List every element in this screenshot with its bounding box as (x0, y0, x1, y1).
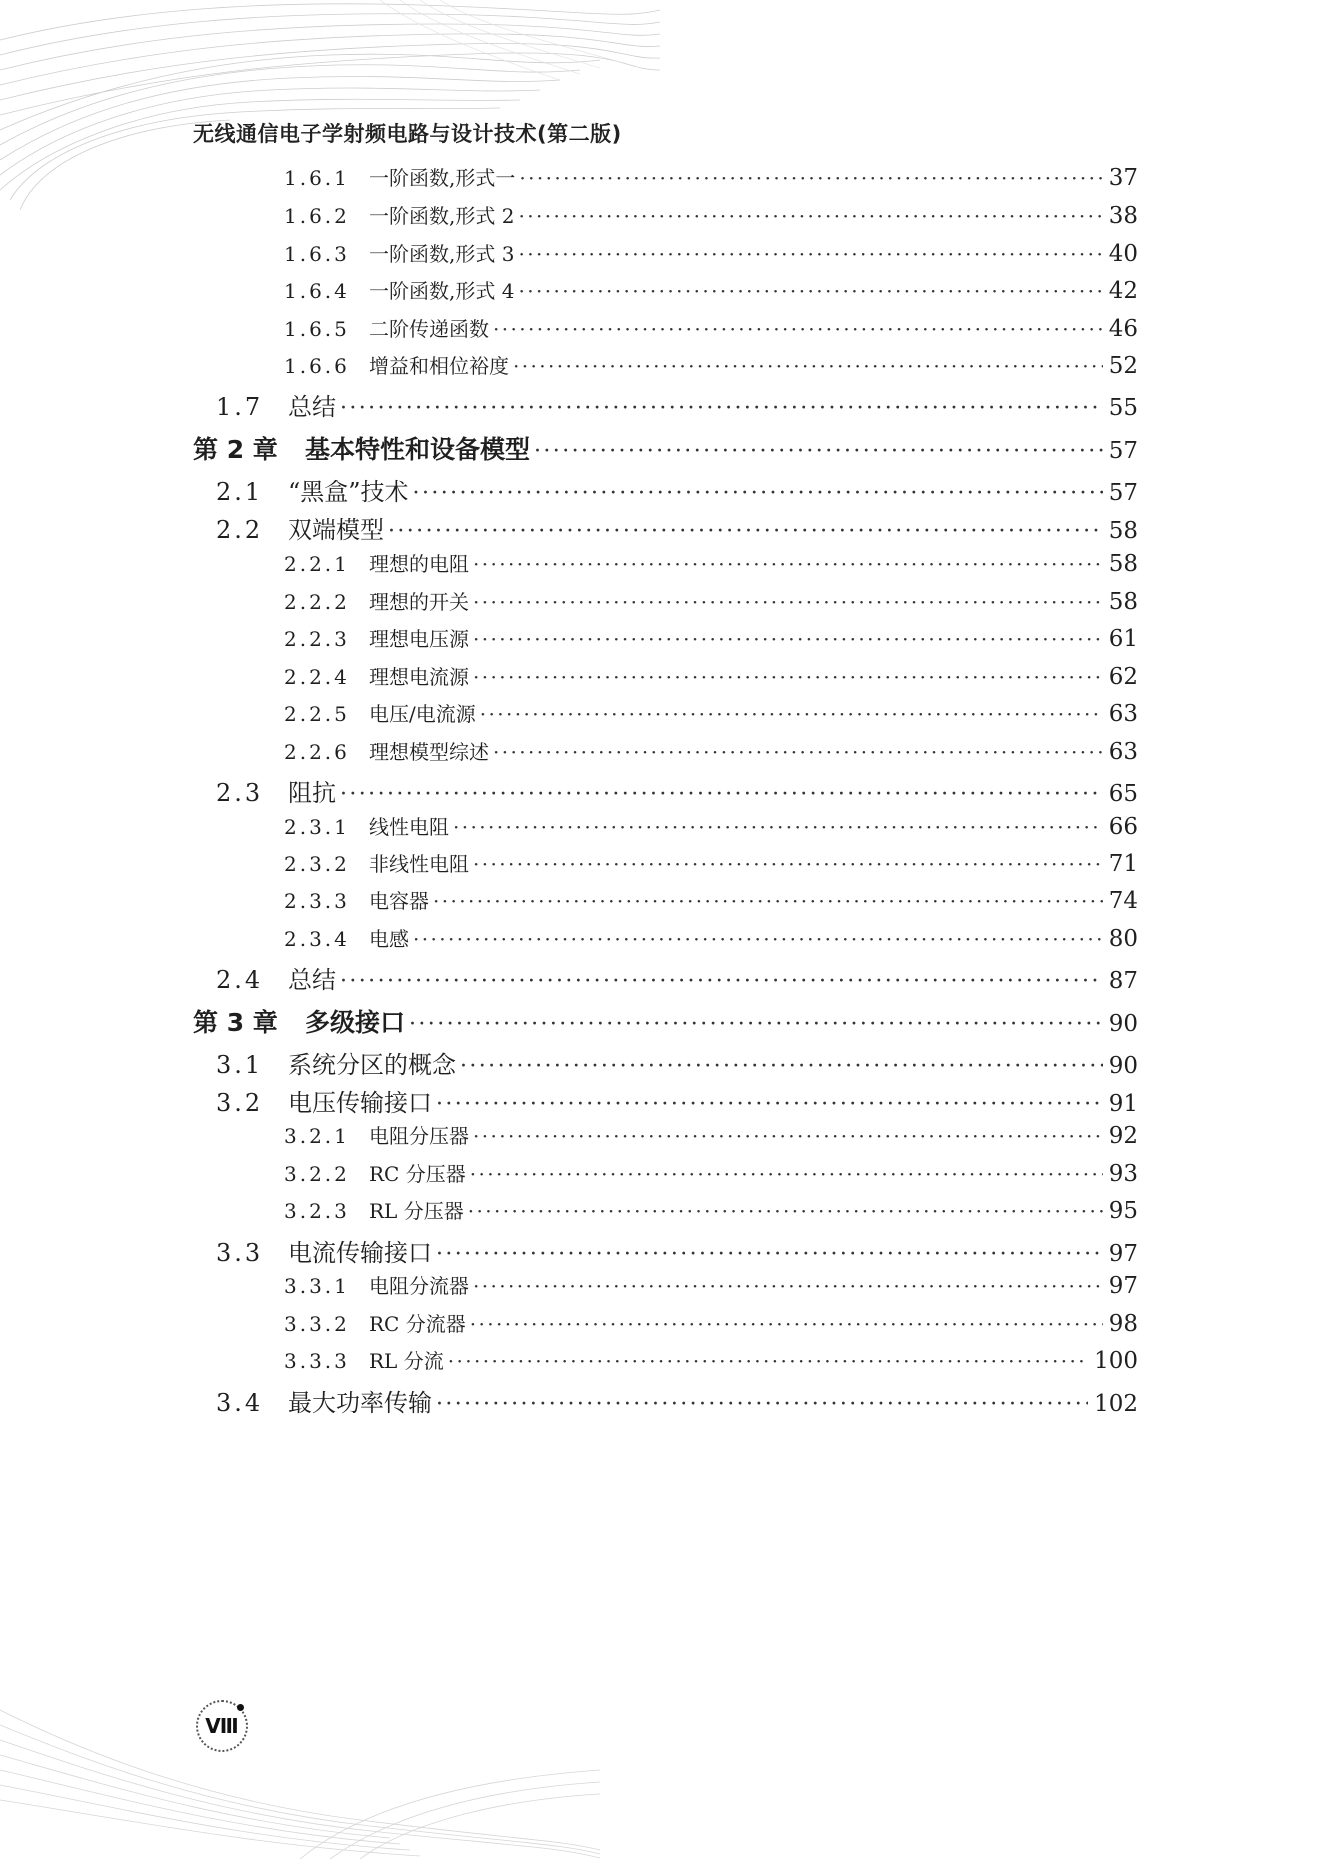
toc-entry-page: 55 (1108, 395, 1138, 421)
toc-entry-number: 1.6.5 (284, 317, 350, 341)
toc-subsection-entry[interactable] (284, 162, 1138, 191)
toc-subsection-entry[interactable] (284, 1120, 1138, 1149)
toc-entry-title: 电流传输接口 (288, 1239, 432, 1267)
toc-section-entry[interactable] (216, 773, 1138, 808)
toc-entry-title: 理想的电阻 (369, 552, 469, 576)
dot-leader (473, 852, 1103, 876)
toc-entry-title: 电感 (369, 927, 409, 951)
toc-entry-page: 57 (1108, 480, 1138, 506)
toc-entry-number: 1.6.4 (284, 279, 350, 303)
dot-leader (513, 354, 1103, 378)
toc-subsection-entry[interactable] (284, 811, 1138, 840)
toc-subsection-entry[interactable] (284, 1308, 1138, 1337)
toc-entry-number: 2.3.1 (284, 815, 350, 839)
toc-entry-title: 增益和相位裕度 (369, 354, 509, 378)
toc-entry-page: 40 (1108, 241, 1138, 267)
toc-section-entry[interactable] (216, 1383, 1138, 1418)
toc-entry-number: 3.3.3 (284, 1349, 350, 1373)
dot-leader (340, 396, 1103, 421)
toc-entry-page: 100 (1094, 1348, 1138, 1374)
toc-subsection-entry[interactable] (284, 885, 1138, 914)
dot-leader (470, 1162, 1103, 1186)
dot-leader (518, 242, 1102, 266)
toc-entry-page: 62 (1108, 664, 1138, 690)
toc-subsection-entry[interactable] (284, 238, 1138, 267)
toc-subsection-entry[interactable] (284, 1270, 1138, 1299)
toc-entry-number: 2.2.1 (284, 552, 350, 576)
toc-entry-page: 80 (1108, 926, 1138, 952)
toc-entry-page: 58 (1108, 518, 1138, 544)
toc-entry-title: 总结 (288, 966, 336, 994)
toc-entry-title: 双端模型 (288, 516, 384, 544)
toc-section-entry[interactable] (216, 510, 1138, 545)
toc-entry-number: 3.3.2 (284, 1312, 350, 1336)
toc-entry-title: 电阻分流器 (369, 1274, 469, 1298)
toc-entry-number: 2.4 (216, 966, 264, 994)
toc-subsection-entry[interactable] (284, 200, 1138, 229)
dot-leader (493, 317, 1103, 341)
toc-entry-number: 2.3.2 (284, 852, 350, 876)
toc-entry-number: 3.4 (216, 1389, 264, 1417)
toc-entry-title: 系统分区的概念 (288, 1051, 456, 1079)
toc-entry-title: 理想电流源 (369, 665, 469, 689)
toc-entry-title: 一阶函数,形式一 (369, 166, 516, 190)
toc-entry-number: 2.3 (216, 779, 264, 807)
toc-section-entry[interactable] (216, 387, 1138, 422)
dot-leader (470, 1312, 1103, 1336)
toc-entry-page: 58 (1108, 551, 1138, 577)
toc-entry-title: 一阶函数,形式 3 (369, 242, 515, 266)
toc-entry-page: 37 (1108, 165, 1138, 191)
dot-leader (519, 166, 1102, 190)
toc-entry-title: 电阻分压器 (369, 1124, 469, 1148)
dot-leader (436, 1092, 1103, 1117)
toc-entry-number: 2.2.6 (284, 740, 350, 764)
toc-entry-title: 线性电阻 (369, 815, 449, 839)
page-number: Ⅷ (205, 1714, 239, 1738)
toc-entry-title: 电容器 (369, 889, 429, 913)
toc-entry-page: 97 (1108, 1273, 1138, 1299)
dot-leader (340, 782, 1103, 807)
toc-subsection-entry[interactable] (284, 736, 1138, 765)
toc-subsection-entry[interactable] (284, 623, 1138, 652)
toc-entry-page: 52 (1108, 353, 1138, 379)
toc-subsection-entry[interactable] (284, 313, 1138, 342)
toc-entry-title: 电压传输接口 (288, 1089, 432, 1117)
toc-entry-title: 理想的开关 (369, 590, 469, 614)
toc-entry-number: 3.2.1 (284, 1124, 350, 1148)
toc-entry-page: 71 (1108, 851, 1138, 877)
toc-entry-page: 63 (1108, 701, 1138, 727)
toc-entry-number: 2.3.4 (284, 927, 350, 951)
toc-entry-number: 2.2 (216, 516, 264, 544)
toc-entry-number: 第 2 章 (193, 435, 278, 464)
toc-entry-number: 3.1 (216, 1051, 264, 1079)
toc-entry-number: 1.6.6 (284, 354, 350, 378)
toc-entry-title: 二阶传递函数 (369, 317, 489, 341)
toc-entry-page: 57 (1108, 438, 1138, 464)
dot-leader (480, 702, 1103, 726)
toc-entry-title: RL 分压器 (369, 1199, 464, 1223)
page-number-badge (196, 1700, 248, 1752)
toc-entry-title: RC 分压器 (369, 1162, 466, 1186)
toc-entry-page: 38 (1108, 203, 1138, 229)
dot-leader (518, 279, 1102, 303)
dot-leader (413, 481, 1103, 506)
toc-subsection-entry[interactable] (284, 1345, 1138, 1374)
toc-entry-page: 61 (1108, 626, 1138, 652)
toc-entry-page: 95 (1108, 1198, 1138, 1224)
toc-entry-number: 1.6.2 (284, 204, 350, 228)
toc-chapter-entry[interactable] (193, 1003, 1138, 1039)
dot-leader (493, 740, 1103, 764)
toc-section-entry[interactable] (216, 960, 1138, 995)
decorative-wave-bottom (0, 1690, 600, 1859)
toc-subsection-entry[interactable] (284, 548, 1138, 577)
toc-entry-number: 3.3.1 (284, 1274, 350, 1298)
toc-entry-page: 63 (1108, 739, 1138, 765)
toc-entry-number: 1.7 (216, 393, 264, 421)
toc-entry-page: 58 (1108, 589, 1138, 615)
toc-chapter-entry[interactable] (193, 430, 1138, 466)
toc-entry-title: 理想模型综述 (369, 740, 489, 764)
dot-leader (453, 815, 1103, 839)
toc-subsection-entry[interactable] (284, 1195, 1138, 1224)
dot-leader (409, 1012, 1103, 1037)
toc-entry-page: 90 (1108, 1011, 1138, 1037)
toc-entry-page: 42 (1108, 278, 1138, 304)
toc-subsection-entry[interactable] (284, 350, 1138, 379)
dot-leader (433, 889, 1103, 913)
toc-subsection-entry[interactable] (284, 698, 1138, 727)
dot-leader (388, 519, 1103, 544)
toc-entry-number: 2.2.3 (284, 627, 350, 651)
toc-entry-title: RC 分流器 (369, 1312, 466, 1336)
dot-leader (413, 927, 1103, 951)
dot-leader (340, 969, 1103, 994)
toc-subsection-entry[interactable] (284, 923, 1138, 952)
toc-entry-title: “黑盒”技术 (288, 478, 409, 506)
dot-leader (473, 1274, 1103, 1298)
toc-entry-page: 66 (1108, 814, 1138, 840)
toc-entry-page: 97 (1108, 1241, 1138, 1267)
toc-entry-title: 非线性电阻 (369, 852, 469, 876)
toc-entry-page: 74 (1108, 888, 1138, 914)
toc-entry-number: 2.2.5 (284, 702, 350, 726)
toc-entry-number: 2.2.2 (284, 590, 350, 614)
toc-entry-title: 最大功率传输 (288, 1389, 432, 1417)
dot-leader (534, 439, 1103, 464)
toc-entry-title: RL 分流 (369, 1349, 444, 1373)
toc-entry-number: 2.1 (216, 478, 264, 506)
toc-entry-number: 3.3 (216, 1239, 264, 1267)
toc-entry-title: 阻抗 (288, 779, 336, 807)
dot-leader (473, 665, 1103, 689)
toc-entry-title: 电压/电流源 (369, 702, 476, 726)
dot-leader (518, 204, 1102, 228)
dot-leader (436, 1242, 1103, 1267)
toc-section-entry[interactable] (216, 1233, 1138, 1268)
toc-entry-title: 理想电压源 (369, 627, 469, 651)
toc-entry-number: 第 3 章 (193, 1008, 278, 1037)
toc-entry-title: 多级接口 (305, 1008, 406, 1037)
dot-leader (473, 627, 1103, 651)
toc-entry-title: 一阶函数,形式 4 (369, 279, 515, 303)
toc-subsection-entry[interactable] (284, 275, 1138, 304)
toc-section-entry[interactable] (216, 1045, 1138, 1080)
dot-leader (460, 1054, 1103, 1079)
dot-leader (473, 552, 1103, 576)
toc-section-entry[interactable] (216, 472, 1138, 507)
dot-leader (448, 1349, 1088, 1373)
toc-entry-number: 3.2.2 (284, 1162, 350, 1186)
toc-entry-number: 3.2.3 (284, 1199, 350, 1223)
toc-entry-page: 46 (1108, 316, 1138, 342)
toc-entry-page: 102 (1094, 1391, 1138, 1417)
toc-entry-title: 总结 (288, 393, 336, 421)
toc-entry-page: 91 (1108, 1091, 1138, 1117)
dot-leader (468, 1199, 1103, 1223)
toc-entry-page: 87 (1108, 968, 1138, 994)
toc-entry-page: 92 (1108, 1123, 1138, 1149)
toc-subsection-entry[interactable] (284, 848, 1138, 877)
toc-entry-number: 3.2 (216, 1089, 264, 1117)
running-header-book-title: 无线通信电子学射频电路与设计技术(第二版) (193, 122, 622, 146)
toc-entry-number: 2.2.4 (284, 665, 350, 689)
toc-entry-page: 93 (1108, 1161, 1138, 1187)
toc-entry-page: 98 (1108, 1311, 1138, 1337)
toc-subsection-entry[interactable] (284, 586, 1138, 615)
toc-entry-title: 一阶函数,形式 2 (369, 204, 515, 228)
badge-dot (237, 1704, 244, 1711)
toc-entry-title: 基本特性和设备模型 (305, 435, 531, 464)
toc-entry-number: 2.3.3 (284, 889, 350, 913)
toc-entry-page: 90 (1108, 1053, 1138, 1079)
toc-entry-number: 1.6.1 (284, 166, 350, 190)
dot-leader (473, 590, 1103, 614)
dot-leader (436, 1392, 1088, 1417)
toc-section-entry[interactable] (216, 1083, 1138, 1118)
toc-entry-number: 1.6.3 (284, 242, 350, 266)
dot-leader (473, 1124, 1103, 1148)
toc-subsection-entry[interactable] (284, 661, 1138, 690)
toc-subsection-entry[interactable] (284, 1158, 1138, 1187)
toc-entry-page: 65 (1108, 781, 1138, 807)
